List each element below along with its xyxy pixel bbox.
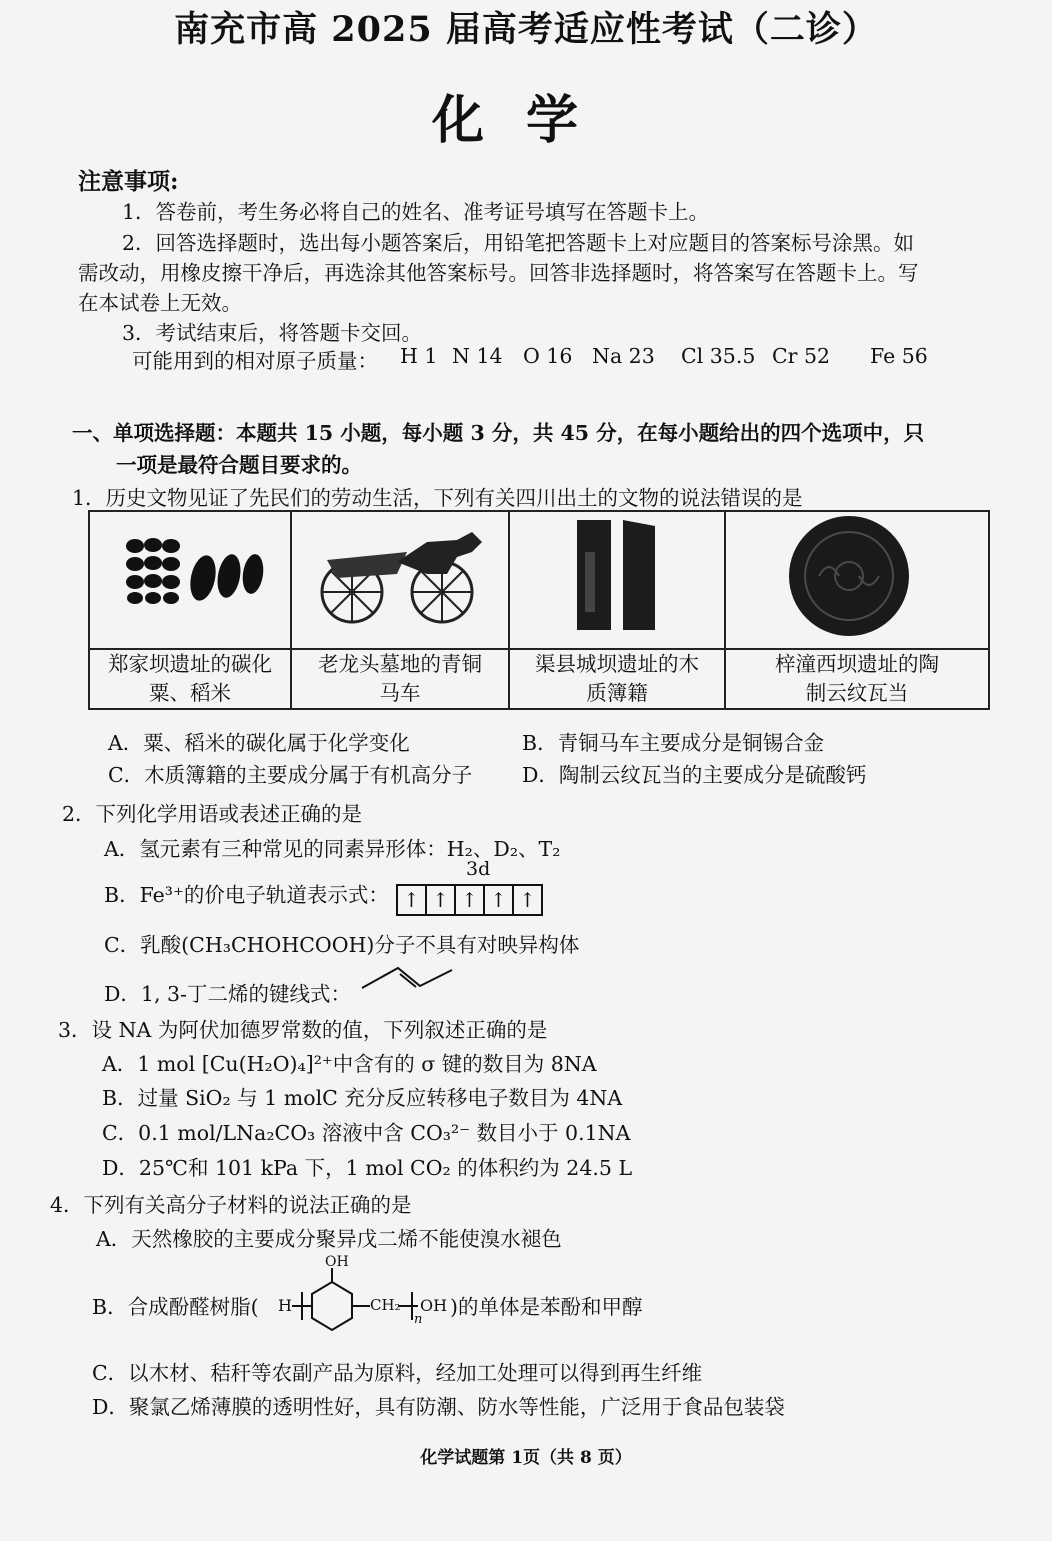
q4-option-d: D．聚氯乙烯薄膜的透明性好，具有防潮、防水等性能，广泛用于食品包装袋 [92,1395,785,1419]
section-heading: 一、单项选择题：本题共 15 小题，每小题 3 分，共 45 分，在每小题给出的四个选项中，只 [72,421,925,445]
artifact-image-cell [725,511,989,649]
q2-option-c: C．乳酸(CH₃CHOHCOOH)分子不具有对映异构体 [104,933,580,957]
repeat-n-label: n [414,1312,423,1327]
artifact-caption: 郑家坝遗址的碳化 粟、稻米 [89,649,291,709]
q1-option-c: C．木质簿籍的主要成分属于有机高分子 [108,763,473,787]
q4-option-b: B．合成酚醛树脂( [92,1295,259,1319]
methylene-label: CH₂ [370,1296,401,1314]
notice-item: 2．回答选择题时，选出每小题答案后，用铅笔把答题卡上对应题目的答案标号涂黑。如 [122,231,915,255]
artifact-image-cell [509,511,725,649]
bronze-chariot-image [297,512,503,642]
hydroxyl-label: OH [325,1254,349,1270]
orbital-box: ↑ [485,886,514,914]
wooden-slip-image [515,512,719,642]
atomic-mass: O 16 [523,344,573,368]
q1-option-d: D．陶制云纹瓦当的主要成分是硫酸钙 [522,763,867,787]
q3-option-a: A．1 mol [Cu(H₂O)₄]²⁺中含有的 σ 键的数目为 8NA [102,1052,597,1076]
artifact-caption: 渠县城坝遗址的木 质簿籍 [509,649,725,709]
atomic-mass: Na 23 [592,344,655,368]
atomic-mass: N 14 [452,344,503,368]
atomic-mass: H 1 [400,344,438,368]
carbonized-grain-image [95,512,285,642]
artifact-caption: 梓潼西坝遗址的陶 制云纹瓦当 [725,649,989,709]
notice-heading: 注意事项: [78,168,179,195]
section-heading-cont: 一项是最符合题目要求的。 [116,453,362,477]
q3-stem: 3．设 NA 为阿伏加德罗常数的值，下列叙述正确的是 [58,1018,548,1042]
exam-title: 南充市高 2025 届高考适应性考试（二诊） [174,9,878,50]
phenolic-resin-structure [270,1254,450,1344]
artifact-caption: 老龙头墓地的青铜 马车 [291,649,509,709]
q4-option-a: A．天然橡胶的主要成分聚异戊二烯不能使溴水褪色 [96,1227,562,1251]
atomic-mass: Fe 56 [870,344,928,368]
orbital-box: ↑ [456,886,485,914]
pottery-eave-tile-image [727,512,987,642]
q1-option-a: A．粟、稻米的碳化属于化学变化 [108,731,410,755]
orbital-box: ↑ [398,886,427,914]
q2-stem: 2．下列化学用语或表述正确的是 [62,802,363,826]
orbital-box: ↑ [427,886,456,914]
q3-option-d: D．25℃和 101 kPa 下，1 mol CO₂ 的体积约为 24.5 L [102,1156,633,1180]
q2-option-b: B．Fe³⁺的价电子轨道表示式： [104,883,389,907]
orbital-label: 3d [466,858,491,880]
q2-option-d: D．1, 3-丁二烯的键线式： [104,982,351,1006]
notice-item: 在本试卷上无效。 [78,291,242,315]
end-hydroxyl-label: OH [420,1296,448,1315]
orbital-box: ↑ [519,888,536,912]
orbital-diagram [396,884,543,916]
q3-option-b: B．过量 SiO₂ 与 1 molC 充分反应转移电子数目为 4NA [102,1086,623,1110]
page-footer: 化学试题第 1页（共 8 页） [420,1448,632,1468]
q1-option-b: B．青铜马车主要成分是铜锡合金 [522,731,825,755]
subject-title: 化学 [431,90,620,151]
q3-option-c: C．0.1 mol/LNa₂CO₃ 溶液中含 CO₃²⁻ 数目小于 0.1NA [102,1121,631,1145]
notice-item: 需改动，用橡皮擦干净后，再选涂其他答案标号。回答非选择题时，将答案写在答题卡上。写 [78,261,919,285]
notice-item: 3．考试结束后，将答题卡交回。 [122,321,423,345]
butadiene-skeletal-formula [358,962,458,992]
atomic-masses-label: 可能用到的相对原子质量： [132,349,378,373]
notice-item: 1．答卷前，考生务必将自己的姓名、准考证号填写在答题卡上。 [122,200,710,224]
atomic-mass: Cl 35.5 [681,344,756,368]
atomic-mass: Cr 52 [772,344,831,368]
q1-stem: 1．历史文物见证了先民们的劳动生活，下列有关四川出土的文物的说法错误的是 [72,486,803,510]
q4-option-b-suffix: )的单体是苯酚和甲醇 [450,1295,643,1319]
hydrogen-label: H [278,1296,292,1315]
artifact-table [88,510,990,710]
q4-option-c: C．以木材、秸秆等农副产品为原料，经加工处理可以得到再生纤维 [92,1361,703,1385]
q2-option-a: A．氢元素有三种常见的同素异形体：H₂、D₂、T₂ [104,837,561,861]
artifact-image-cell [291,511,509,649]
q4-stem: 4．下列有关高分子材料的说法正确的是 [50,1193,412,1217]
artifact-image-cell [89,511,291,649]
